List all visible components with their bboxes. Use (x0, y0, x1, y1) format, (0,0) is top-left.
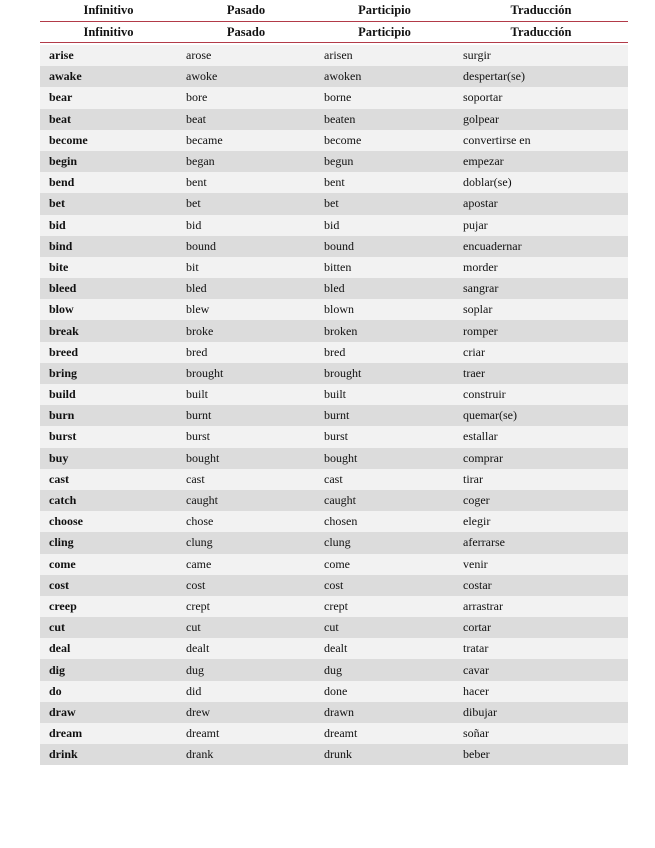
past-cell: awoke (186, 69, 218, 84)
table-row (40, 744, 628, 765)
participle-cell: awoken (324, 69, 362, 84)
table-row (40, 299, 628, 320)
participle-cell: bet (324, 196, 339, 211)
infinitive-cell: dig (49, 662, 66, 677)
translation-cell: soportar (463, 90, 503, 105)
past-cell: bound (186, 238, 216, 253)
participle-cell: dug (324, 662, 342, 677)
table-row (40, 342, 628, 363)
participle-cell: begun (324, 154, 354, 169)
translation-cell: quemar(se) (463, 408, 517, 423)
table-row (40, 617, 628, 638)
translation-cell: arrastrar (463, 598, 503, 613)
translation-cell: despertar(se) (463, 69, 525, 84)
infinitive-cell: beat (49, 111, 71, 126)
infinitive-cell: awake (49, 69, 82, 84)
past-cell: bled (186, 281, 207, 296)
infinitive-cell: bring (49, 365, 78, 380)
infinitive-cell: bend (49, 175, 75, 190)
infinitive-cell: bite (49, 259, 69, 274)
past-cell: drew (186, 704, 210, 719)
table-header-top (40, 0, 628, 21)
translation-cell: tirar (463, 471, 483, 486)
translation-cell: comprar (463, 450, 503, 465)
table-row (40, 659, 628, 680)
participle-cell: beaten (324, 111, 356, 126)
participle-cell: chosen (324, 514, 358, 529)
past-cell: dealt (186, 641, 210, 656)
infinitive-cell: break (49, 323, 79, 338)
header-traduccion: Traducción (510, 24, 572, 39)
participle-cell: cost (324, 577, 344, 592)
participle-cell: cut (324, 620, 339, 635)
participle-cell: bid (324, 217, 340, 232)
past-cell: drank (186, 747, 214, 762)
past-cell: bent (186, 175, 207, 190)
table-row (40, 109, 628, 130)
past-cell: dreamt (186, 726, 220, 741)
participle-cell: bound (324, 238, 354, 253)
infinitive-cell: cut (49, 620, 65, 635)
participle-cell: cast (324, 471, 343, 486)
infinitive-cell: become (49, 132, 88, 147)
past-cell: bought (186, 450, 220, 465)
past-cell: became (186, 132, 223, 147)
participle-cell: built (324, 387, 347, 402)
past-cell: bred (186, 344, 208, 359)
translation-cell: morder (463, 259, 498, 274)
header-divider (40, 42, 628, 43)
translation-cell: elegir (463, 514, 491, 529)
past-cell: blew (186, 302, 210, 317)
infinitive-cell: choose (49, 514, 83, 529)
infinitive-cell: bleed (49, 281, 77, 296)
table-row (40, 278, 628, 299)
table-row (40, 575, 628, 596)
participle-cell: dreamt (324, 726, 358, 741)
table-row (40, 215, 628, 236)
participle-cell: caught (324, 493, 356, 508)
table-row (40, 511, 628, 532)
participle-cell: crept (324, 598, 348, 613)
past-cell: arose (186, 48, 212, 63)
infinitive-cell: bind (49, 238, 73, 253)
infinitive-cell: deal (49, 641, 71, 656)
past-cell: chose (186, 514, 214, 529)
participle-cell: done (324, 683, 348, 698)
infinitive-cell: come (49, 556, 76, 571)
table-row (40, 532, 628, 553)
participle-cell: bitten (324, 259, 352, 274)
translation-cell: soplar (463, 302, 493, 317)
header-participio: Participio (358, 3, 411, 17)
table-row (40, 384, 628, 405)
header-pasado: Pasado (226, 3, 266, 17)
past-cell: brought (186, 365, 224, 380)
table-row (40, 87, 628, 108)
past-cell: clung (186, 535, 213, 550)
participle-cell: bought (324, 450, 358, 465)
past-cell: burst (186, 429, 210, 444)
table-row (40, 405, 628, 426)
participle-cell: come (324, 556, 350, 571)
participle-cell: borne (324, 90, 352, 105)
participle-cell: drunk (324, 747, 352, 762)
translation-cell: golpear (463, 111, 499, 126)
translation-cell: hacer (463, 683, 489, 698)
translation-cell: soñar (463, 726, 489, 741)
past-cell: cut (186, 620, 201, 635)
infinitive-cell: burst (49, 429, 77, 444)
infinitive-cell: do (49, 683, 62, 698)
infinitive-cell: draw (49, 704, 76, 719)
table-row (40, 469, 628, 490)
past-cell: bore (186, 90, 208, 105)
translation-cell: cortar (463, 620, 491, 635)
infinitive-cell: drink (49, 747, 78, 762)
translation-cell: venir (463, 556, 488, 571)
verb-table (40, 0, 628, 765)
translation-cell: doblar(se) (463, 175, 512, 190)
past-cell: built (186, 387, 209, 402)
infinitive-cell: bid (49, 217, 66, 232)
participle-cell: bent (324, 175, 345, 190)
participle-cell: bled (324, 281, 345, 296)
translation-cell: criar (463, 344, 485, 359)
past-cell: did (186, 683, 202, 698)
infinitive-cell: bear (49, 90, 73, 105)
table-row (40, 257, 628, 278)
translation-cell: estallar (463, 429, 498, 444)
table-row (40, 363, 628, 384)
infinitive-cell: bet (49, 196, 65, 211)
past-cell: came (186, 556, 212, 571)
table-row (40, 723, 628, 744)
table-row (40, 320, 628, 341)
translation-cell: construir (463, 387, 506, 402)
past-cell: bit (186, 259, 199, 274)
infinitive-cell: begin (49, 154, 78, 169)
translation-cell: beber (463, 747, 490, 762)
translation-cell: dibujar (463, 704, 497, 719)
past-cell: began (186, 154, 215, 169)
translation-cell: apostar (463, 196, 498, 211)
participle-cell: clung (324, 535, 351, 550)
table-row (40, 490, 628, 511)
infinitive-cell: catch (49, 493, 77, 508)
past-cell: bid (186, 217, 202, 232)
infinitive-cell: cast (49, 471, 69, 486)
past-cell: dug (186, 662, 204, 677)
translation-cell: sangrar (463, 281, 499, 296)
translation-cell: pujar (463, 217, 488, 232)
infinitive-cell: build (49, 387, 76, 402)
past-cell: bet (186, 196, 201, 211)
participle-cell: arisen (324, 48, 353, 63)
past-cell: cast (186, 471, 205, 486)
infinitive-cell: breed (49, 344, 79, 359)
infinitive-cell: creep (49, 598, 77, 613)
past-cell: crept (186, 598, 210, 613)
participle-cell: burst (324, 429, 348, 444)
infinitive-cell: buy (49, 450, 69, 465)
table-row (40, 236, 628, 257)
translation-cell: costar (463, 577, 492, 592)
infinitive-cell: blow (49, 302, 74, 317)
table-row (40, 172, 628, 193)
table-row (40, 596, 628, 617)
translation-cell: tratar (463, 641, 489, 656)
header-participio: Participio (358, 24, 411, 39)
infinitive-cell: cling (49, 535, 74, 550)
table-row (40, 426, 628, 447)
translation-cell: coger (463, 493, 490, 508)
participle-cell: become (324, 132, 362, 147)
table-row (40, 193, 628, 214)
table-row (40, 702, 628, 723)
table-row (40, 448, 628, 469)
header-infinitivo: Infinitivo (83, 3, 134, 17)
participle-cell: dealt (324, 641, 348, 656)
participle-cell: drawn (324, 704, 354, 719)
table-row (40, 151, 628, 172)
participle-cell: bred (324, 344, 346, 359)
past-cell: broke (186, 323, 214, 338)
translation-cell: convertirse en (463, 132, 531, 147)
infinitive-cell: dream (49, 726, 83, 741)
participle-cell: blown (324, 302, 354, 317)
translation-cell: aferrarse (463, 535, 505, 550)
translation-cell: surgir (463, 48, 491, 63)
participle-cell: brought (324, 365, 362, 380)
participle-cell: broken (324, 323, 358, 338)
header-pasado: Pasado (226, 24, 266, 39)
past-cell: beat (186, 111, 206, 126)
table-row (40, 45, 628, 66)
past-cell: burnt (186, 408, 212, 423)
table-row (40, 681, 628, 702)
table-row (40, 66, 628, 87)
past-cell: cost (186, 577, 206, 592)
translation-cell: cavar (463, 662, 489, 677)
table-row (40, 130, 628, 151)
table-body (40, 45, 628, 765)
infinitive-cell: cost (49, 577, 69, 592)
table-row (40, 638, 628, 659)
table-header (40, 22, 628, 42)
table-row (40, 554, 628, 575)
header-infinitivo: Infinitivo (83, 24, 134, 39)
past-cell: caught (186, 493, 218, 508)
header-traduccion: Traducción (510, 3, 572, 17)
infinitive-cell: arise (49, 48, 74, 63)
translation-cell: encuadernar (463, 238, 522, 253)
translation-cell: empezar (463, 154, 504, 169)
participle-cell: burnt (324, 408, 350, 423)
translation-cell: romper (463, 323, 498, 338)
translation-cell: traer (463, 365, 485, 380)
infinitive-cell: burn (49, 408, 75, 423)
